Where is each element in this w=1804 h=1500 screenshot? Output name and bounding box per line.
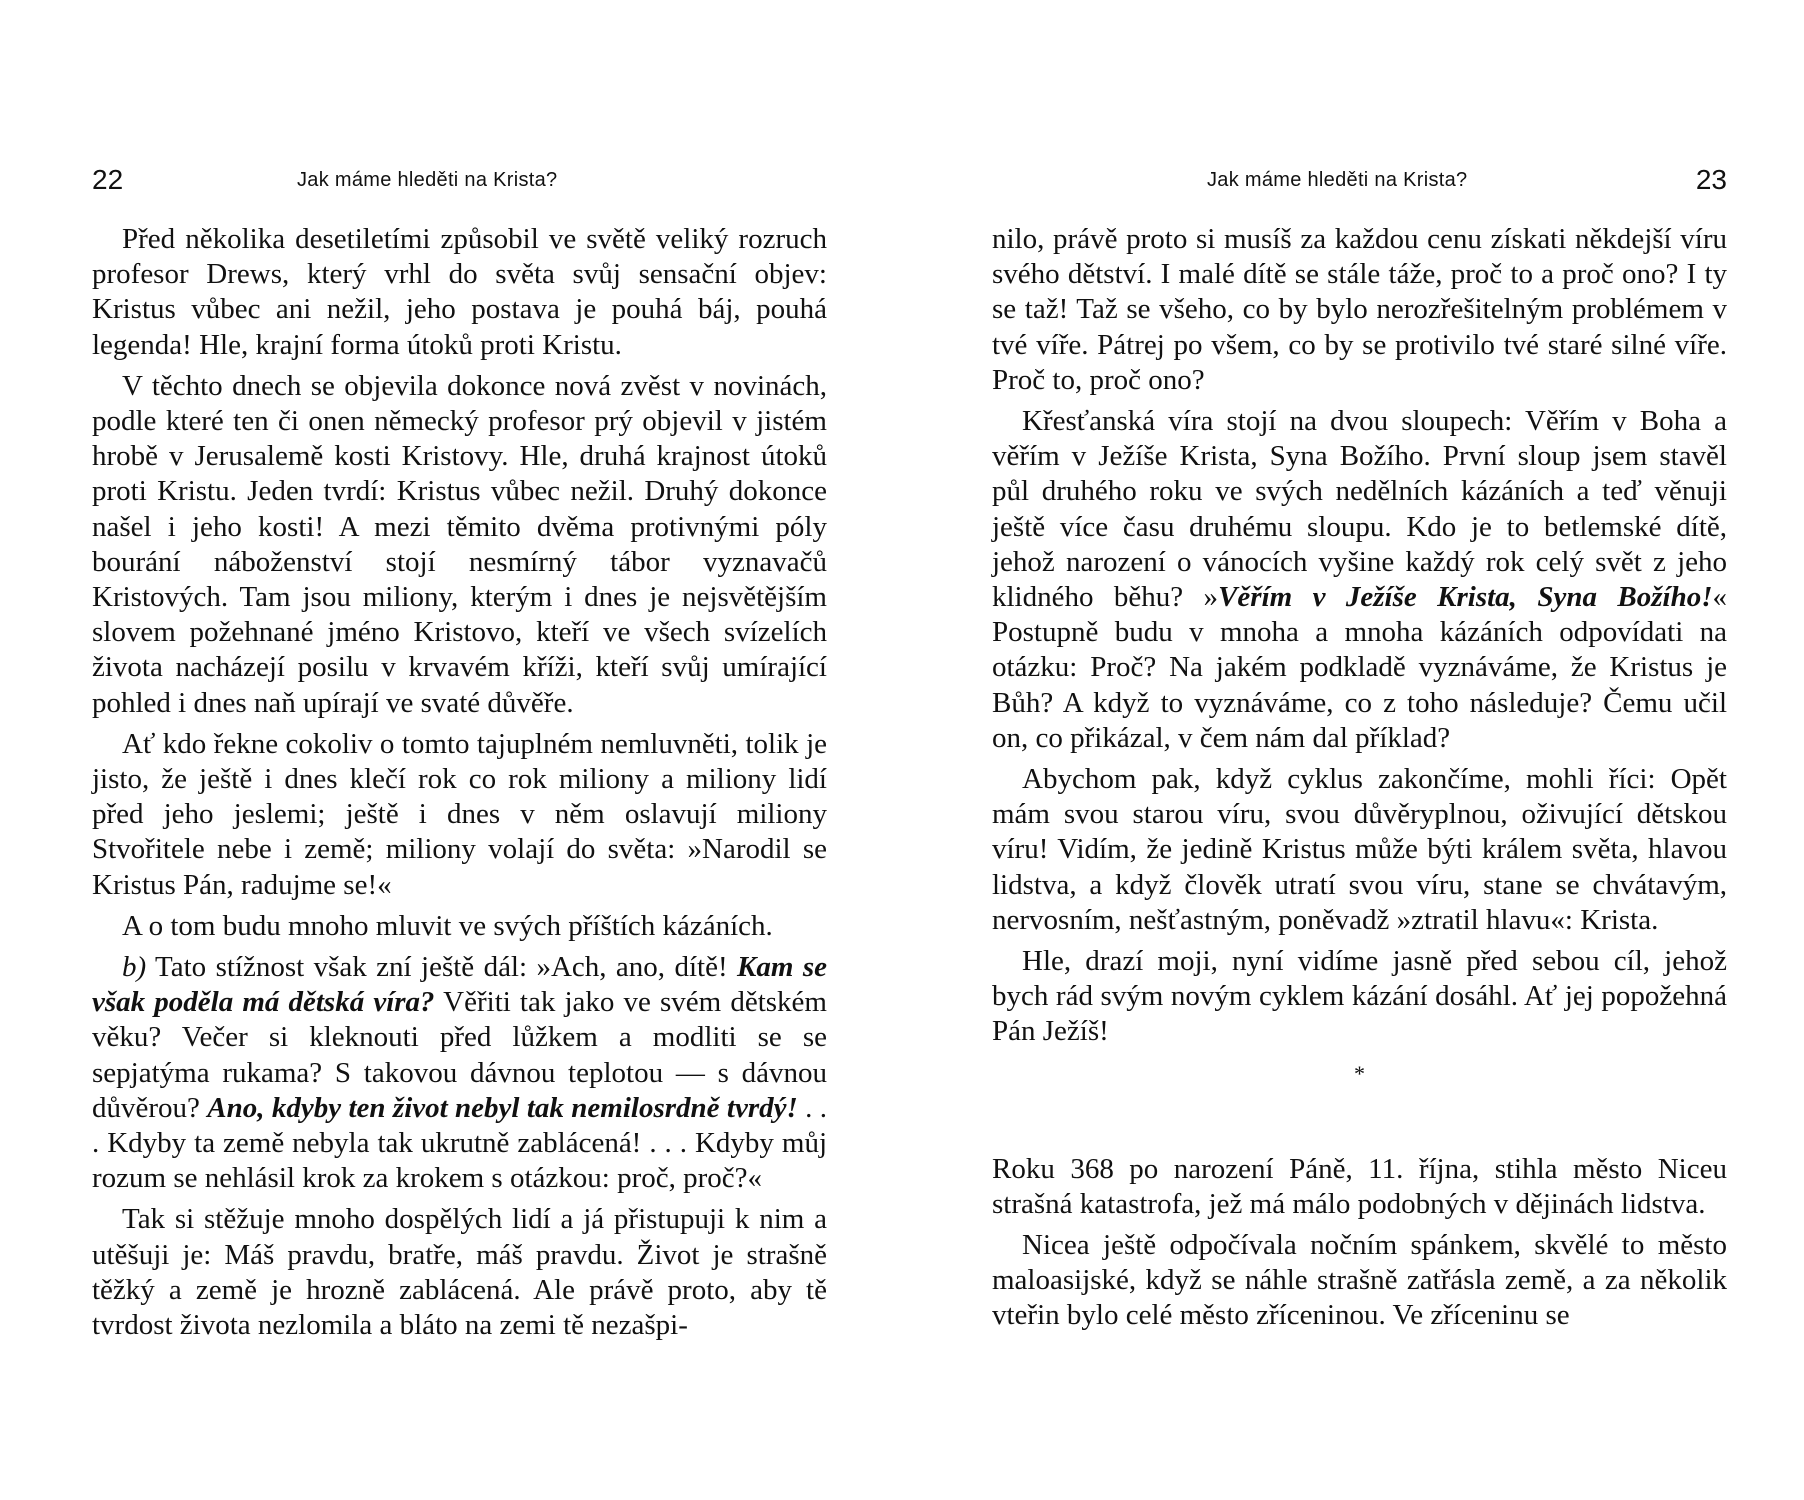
paragraph: Ať kdo řekne cokoliv o tomto tajuplném nemluvněti, tolik je jisto, že ještě i dnes klečí rok co rok miliony a miliony lidí před jeho jeslemi; ještě i dnes v něm oslavují miliony Stvořitele nebe i země; miliony volají do světa: »Narodil se Kristus Pán, radujme se!«	[92, 727, 827, 901]
emphasis: Věřím v Ježíše Krista, Syna Božího!	[1218, 581, 1713, 614]
paragraph: Před několika desetiletími způsobil ve světě veliký rozruch profesor Drews, který vrhl do světa svůj sensační objev: Kristus vůbec ani nežil, jeho postava je pouhá báj, pouhá legenda! Hle, krajní forma útoků proti Kristu.	[92, 223, 827, 361]
paragraph	[992, 404, 1727, 756]
page-number-right: 23	[1695, 164, 1727, 195]
text-run: Křesťanská víra stojí na dvou sloupech: Věřím v Boha a věřím v Ježíše Krista, Syna Božího. První sloup jsem stavěl půl druhého roku ve svých nedělních kázáních a teď věnuji ještě více času druhému sloupu. Kdo je to betlemské dítě, jehož narození o vánocích vyšine každý rok celý svět z jeho klidného běhu? »	[992, 405, 1727, 614]
running-head-title-right: Jak máme hleděti na Krista?	[1207, 169, 1468, 191]
section-separator: *	[1354, 1060, 1365, 1086]
paragraph: Tak si stěžuje mnoho dospělých lidí a já přistupuji k nim a utěšuji je: Máš pravdu, bratře, máš pravdu. Život je strašně těžký a země je hrozně zablácená. Ale právě proto, aby tě tvrdost života nezlomila a bláto na zemi tě nezašpi-	[92, 1203, 827, 1342]
right-body-text	[992, 222, 1727, 1334]
left-page	[92, 160, 827, 1349]
paragraph: Hle, drazí moji, nyní vidíme jasně před sebou cíl, jehož bych rád svým novým cyklem kázání dosáhl. Ať jej popožehná Pán Ježíš!	[992, 945, 1727, 1048]
text-run: Tato stížnost však zní ještě dál: »Ach, ano, dítě!	[146, 951, 738, 984]
paragraph-continuation: nilo, právě proto si musíš za každou cenu získati někdejší víru svého dětství. I malé dítě se stále táže, proč to a proč ono? I ty se taž! Taž se všeho, co by bylo nerozřešitelným problémem v tvé víře. Pátrej po všem, co by se protivilo tvé staré silné víře. Proč to, proč ono?	[992, 223, 1727, 396]
paragraph: A o tom budu mnoho mluvit ve svých příštích kázáních.	[122, 909, 773, 942]
paragraph: V těchto dnech se objevila dokonce nová zvěst v novinách, podle které ten či onen německý profesor prý objevil v jistém hrobě v Jerusalemě kosti Kristovy. Hle, druhá krajnost útoků proti Kristu. Jeden tvrdí: Kristus vůbec nežil. Druhý dokonce našel i jeho kosti! A mezi těmito dvěma protivnými póly bourání náboženství stojí nesmírný tábor vyznavačů Kristových. Tam jsou miliony, kterým i dnes je nejsvětějším slovem požehnané jméno Kristovo, kteří ve všech svízelích života nacházejí posilu v krvavém kříži, kteří svůj umírající pohled i dnes naň upírají ve svaté důvěře.	[92, 369, 827, 719]
left-running-head	[92, 160, 827, 200]
page-number-left: 22	[92, 164, 124, 195]
left-body-text	[92, 222, 827, 1343]
emphasis: Kam se však poděla má dětská víra?	[92, 951, 827, 1019]
right-page	[992, 160, 1727, 1340]
text-run: Věřiti tak jako ve svém dětském věku? Večer si kleknouti před lůžkem a modliti se se sepjatýma rukama? S takovou dávnou teplotou — s dávnou důvěrou?	[92, 986, 827, 1124]
text-run: « Postupně budu v mnoha a mnoha kázáních odpovídati na otázku: Proč? Na jakém podkladě vyznáváme, že Kristus je Bůh? A když to vyznáváme, co z toho následuje? Čemu učil on, co přikázal, v čem nám dal příklad?	[992, 581, 1727, 754]
list-marker: b)	[122, 951, 147, 984]
paragraph: Abychom pak, když cyklus zakončíme, mohli říci: Opět mám svou starou víru, svou důvěryplnou, oživující dětskou víru! Vidím, že jedině Kristus může býti králem světa, hlavou lidstva, a když člověk utratí svou víru, stane se chvátavým, nervosním, nešťastným, poněvadž »ztratil hlavu«: Krista.	[992, 763, 1727, 936]
text-run: . . . Kdyby ta země nebyla tak ukrutně zablácená! . . . Kdyby můj rozum se nehlásil krok za krokem s otázkou: proč, proč?«	[92, 1091, 828, 1195]
right-running-head	[992, 160, 1727, 200]
emphasis: Ano, kdyby ten život nebyl tak nemilosrdně tvrdý!	[207, 1091, 798, 1124]
paragraph: Nicea ještě odpočívala nočním spánkem, skvělé to město maloasijské, když se náhle strašně zatřásla země, a za několik vteřin bylo celé město zříceninou. Ve zříceninu se	[992, 1229, 1727, 1332]
paragraph-b	[92, 950, 827, 1196]
paragraph: Roku 368 po narození Páně, 11. října, stihla město Niceu strašná katastrofa, jež má málo podobných v dějinách lidstva.	[992, 1152, 1727, 1220]
running-head-title-left: Jak máme hleděti na Krista?	[297, 169, 558, 191]
